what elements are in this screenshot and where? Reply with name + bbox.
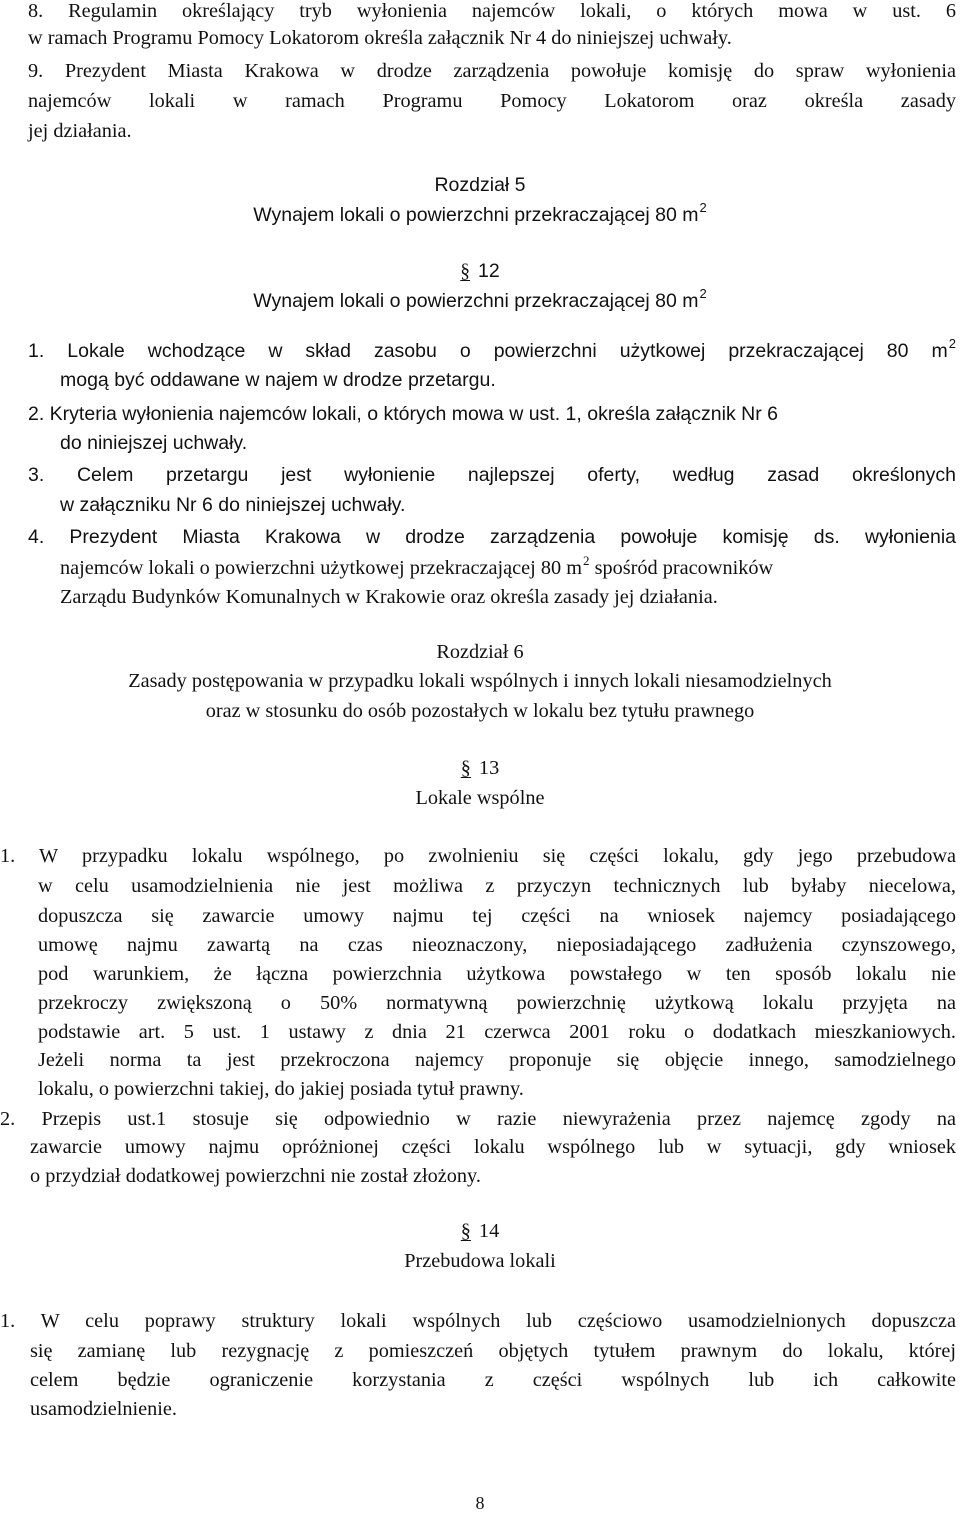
section-mark: § [460, 261, 471, 282]
ch5-item-1-line-1: 1. Lokale wchodzące w skład zasobu o powierzchni użytkowej przekraczającej 80 $m^2$ [28, 336, 956, 362]
page-number: 8 [475, 1493, 485, 1513]
chapter-5-heading: Rozdział 5 [434, 174, 526, 196]
superscript: 2 [699, 200, 707, 215]
p13-item-1-line-7: podstawie art. 5 ust. 1 ustawy z dnia 21 czerwca 2001 roku o dodatkach mieszkaniowych. [38, 1021, 956, 1043]
p13-item-2-line-3: o przydział dodatkowej powierzchni nie został złożony. [30, 1165, 481, 1187]
section-mark: § [460, 757, 471, 779]
ch5-item-4-line-1: 4. Prezydent Miasta Krakowa w drodze zarządzenia powołuje komisję ds. wyłonienia [28, 526, 956, 548]
item-8-line-1: 8. Regulamin określający tryb wyłonienia najemców lokali, o których mowa w ust. 6 [28, 0, 956, 22]
p14-item-1-line-2: się zamianę lub rezygnację z pomieszczeń objętych tytułem prawnym do lokalu, której [30, 1340, 956, 1362]
paragraph-12-number: § 12 [460, 260, 500, 282]
chapter-5-title: Wynajem lokali o powierzchni przekraczającej 80 $m^2$ [253, 200, 707, 226]
p13-item-1-line-1: 1. W przypadku lokalu wspólnego, po zwolnieniu się części lokalu, gdy jego przebudowa [0, 845, 956, 867]
ch5-item-3-line-1: 3. Celem przetargu jest wyłonienie najlepszej oferty, według zasad określonych [28, 464, 956, 486]
p14-item-1-line-4: usamodzielnienie. [30, 1398, 177, 1420]
p13-item-1-line-8: Jeżeli norma ta jest przekroczona najemcy proponuje się objęcie innego, samodzielnego [38, 1049, 956, 1071]
paragraph-14-number: § 14 [460, 1220, 500, 1242]
superscript: 2 [583, 553, 590, 568]
superscript: 2 [699, 286, 707, 301]
paragraph-14-title: Przebudowa lokali [404, 1250, 556, 1272]
item-8-line-2: w ramach Programu Pomocy Lokatorom określa załącznik Nr 4 do niniejszej uchwały. [28, 27, 732, 49]
chapter-6-title-line-1: Zasady postępowania w przypadku lokali wspólnych i innych lokali niesamodzielnych [128, 670, 832, 692]
ch5-item-3-line-2: w załączniku Nr 6 do niniejszej uchwały. [60, 494, 406, 516]
chapter-6-title-line-2: oraz w stosunku do osób pozostałych w lokalu bez tytułu prawnego [205, 700, 755, 722]
item-9-line-3: jej działania. [28, 120, 132, 142]
ch5-item-4-line-2: najemców lokali o powierzchni użytkowej przekraczającej 80 $m^2$ spośród pracowników [60, 553, 774, 579]
p13-item-1-line-5: pod warunkiem, że łączna powierzchnia użytkowa powstałego w ten sposób lokalu nie [38, 963, 956, 985]
chapter-6-heading: Rozdział 6 [436, 641, 524, 663]
p13-item-1-line-9: lokalu, o powierzchni takiej, do jakiej posiada tytuł prawny. [38, 1078, 524, 1100]
ch5-item-4-line-3: Zarządu Budynków Komunalnych w Krakowie oraz określa zasady jej działania. [60, 586, 718, 608]
paragraph-12-title: Wynajem lokali o powierzchni przekraczającej 80 $m^2$ [253, 286, 707, 312]
item-9-line-2: najemców lokali w ramach Programu Pomocy Lokatorom oraz określa zasady [28, 90, 956, 112]
p13-item-1-line-3: dopuszcza się zawarcie umowy najmu tej części na wniosek najemcy posiadającego [38, 905, 956, 927]
p13-item-2-line-2: zawarcie umowy najmu opróżnionej części lokalu wspólnego lub w sytuacji, gdy wniosek [30, 1136, 956, 1158]
ch5-item-2-line-1: 2. Kryteria wyłonienia najemców lokali, o których mowa w ust. 1, określa załącznik Nr 6 [28, 403, 778, 425]
ch5-item-2-line-2: do niniejszej uchwały. [60, 432, 248, 454]
p14-item-1-line-3: celem będzie ograniczenie korzystania z części wspólnych lub ich całkowite [30, 1369, 956, 1391]
section-mark: § [460, 1220, 471, 1242]
p13-item-2-line-1: 2. Przepis ust.1 stosuje się odpowiednio w razie niewyrażenia przez najemcę zgody na [0, 1108, 956, 1130]
paragraph-13-title: Lokale wspólne [415, 787, 545, 809]
p13-item-1-line-6: przekroczy zwiększoną o 50% normatywną powierzchnię użytkową lokalu przyjęta na [38, 992, 956, 1014]
item-9-line-1: 9. Prezydent Miasta Krakowa w drodze zarządzenia powołuje komisję do spraw wyłonienia [28, 60, 956, 82]
p13-item-1-line-2: w celu usamodzielnienia nie jest możliwa z przyczyn technicznych lub byłaby niecelowa, [38, 875, 956, 897]
superscript: 2 [948, 336, 956, 351]
p13-item-1-line-4: umowę najmu zawartą na czas nieoznaczony, nieposiadającego zadłużenia czynszowego, [38, 934, 956, 956]
p14-item-1-line-1: 1. W celu poprawy struktury lokali wspólnych lub częściowo usamodzielnionych dopuszcza [0, 1310, 956, 1332]
paragraph-13-number: § 13 [460, 757, 500, 779]
ch5-item-1-line-2: mogą być oddawane w najem w drodze przetargu. [60, 369, 496, 391]
